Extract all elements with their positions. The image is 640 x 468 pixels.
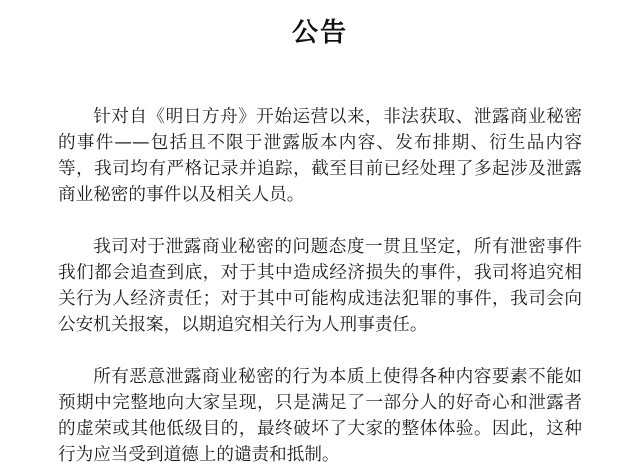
notice-paragraph-1: 针对自《明日方舟》开始运营以来，非法获取、泄露商业秘密的事件——包括且不限于泄露版本内容、发布排期、衍生品内容等，我司均有严格记录并追踪，截至目前已经处理了多起涉及泄露商业秘密的事件以及相关人员。 bbox=[58, 107, 582, 205]
notice-title: 公告 bbox=[291, 18, 348, 48]
notice-paragraph-2: 我司对于泄露商业秘密的问题态度一贯且坚定，所有泄密事件我们都会追查到底，对于其中造成经济损失的事件，我司将追究相关行为人经济责任；对于其中可能构成违法犯罪的事件，我司会向公安机关报案，以期追究相关行为人刑事责任。 bbox=[58, 237, 582, 335]
notice-paragraph-3: 所有恶意泄露商业秘密的行为本质上使得各种内容要素不能如预期中完整地向大家呈现，只是满足了一部分人的好奇心和泄露者的虚荣或其他低级目的，最终破坏了大家的整体体验。因此，这种行为应当受到道德上的谴责和抵制。 bbox=[58, 367, 582, 465]
